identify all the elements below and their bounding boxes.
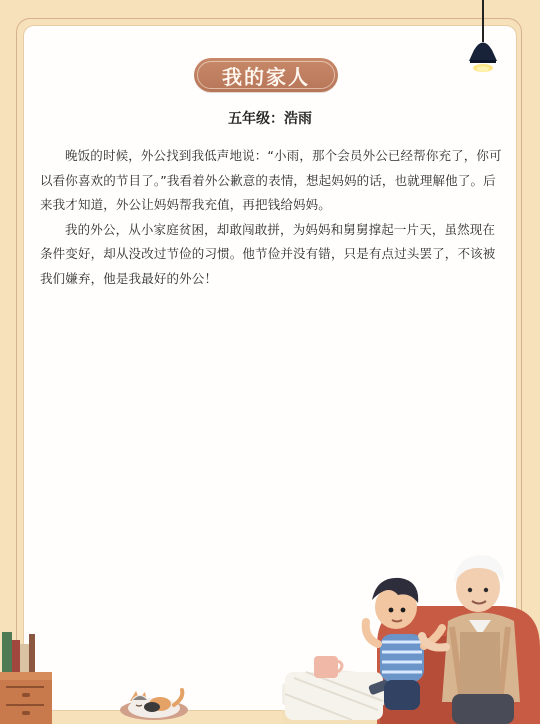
grandfather-and-boy-illustration	[282, 548, 540, 724]
bookshelf-icon	[0, 632, 56, 724]
title-banner	[194, 58, 338, 92]
article-body	[40, 144, 502, 291]
page-title: 我的家人	[222, 64, 310, 89]
paragraph-1: 晚饭的时候，外公找到我低声地说：“小雨，那个会员外公已经帮你充了，你可以看你喜欢的节目了。”我看着外公歉意的表情，想起妈妈的话，也就理解他了。后来我才知道，外公让妈妈帮我充值，再把钱给妈妈。	[40, 148, 502, 212]
pendant-lamp-icon	[466, 0, 500, 80]
paragraph-2: 我的外公，从小家庭贫困，却敢闯敢拼，为妈妈和舅舅撑起一片天，虽然现在条件变好，却从没改过节俭的习惯。他节俭并没有错，只是有点过头罢了，不该被我们嫌弃，他是我最好的外公！	[40, 221, 496, 286]
author-byline: 五年级：浩雨	[228, 111, 312, 127]
sleeping-cat-icon	[118, 680, 190, 724]
